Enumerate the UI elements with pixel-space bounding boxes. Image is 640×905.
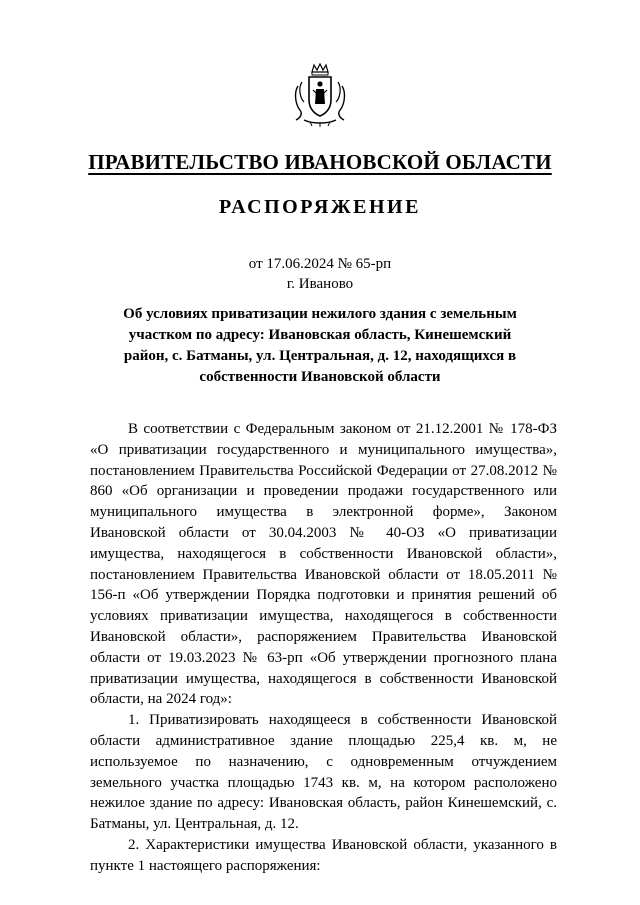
government-title: ПРАВИТЕЛЬСТВО ИВАНОВСКОЙ ОБЛАСТИ bbox=[88, 150, 552, 174]
item-2-paragraph: 2. Характеристики имущества Ивановской области, указанного в пункте 1 настоящего распоряжения: bbox=[90, 836, 557, 874]
document-date-number: от 17.06.2024 № 65-рп bbox=[248, 256, 392, 272]
item-1-paragraph: 1. Приватизировать находящееся в собственности Ивановской области административное здание площадью 225,4 кв. м, не используемое по назначению, с одновременным отчуждением земельного участка площадью 1743 кв. м, на котором расположено нежилое здание по адресу: Ивановская область, район Кинешемский, с. Батманы, ул. Центральная, д. 12. bbox=[90, 712, 557, 833]
document-type-heading: РАСПОРЯЖЕНИЕ bbox=[219, 196, 421, 218]
preamble-paragraph: В соответствии с Федеральным законом от 21.12.2001 № 178-ФЗ «О приватизации государственного и муниципального имущества», постановлением Правительства Российской Федерации от 27.08.2012 № 860 «Об организации и проведении продажи государственного или муниципального имущества в электронной форме», Законом Ивановской области от 30.04.2003 № 40-ОЗ «О приватизации имущества, находящегося в собственности Ивановской области», постановлением Правительства Ивановской области от 18.05.2011 № 156-п «Об утверждении Порядка подготовки и принятия решений об условиях приватизации имущества, находящегося в собственности Ивановской области», распоряжением Правительства Ивановской области от 19.03.2023 № 63-рп «Об утверждении прогнозного плана приватизации имущества, находящегося в собственности Ивановской области, на 2024 год»: bbox=[90, 421, 557, 708]
ivanovo-coat-of-arms-icon bbox=[292, 62, 348, 128]
document-subject: Об условиях приватизации нежилого здания с земельным участком по адресу: Ивановская область, Кинешемский район, с. Батманы, ул. Центральная, д. 12, находящихся в собственности Ивановской области bbox=[123, 306, 517, 385]
document-city: г. Иваново bbox=[286, 276, 354, 292]
document-body bbox=[90, 419, 557, 877]
